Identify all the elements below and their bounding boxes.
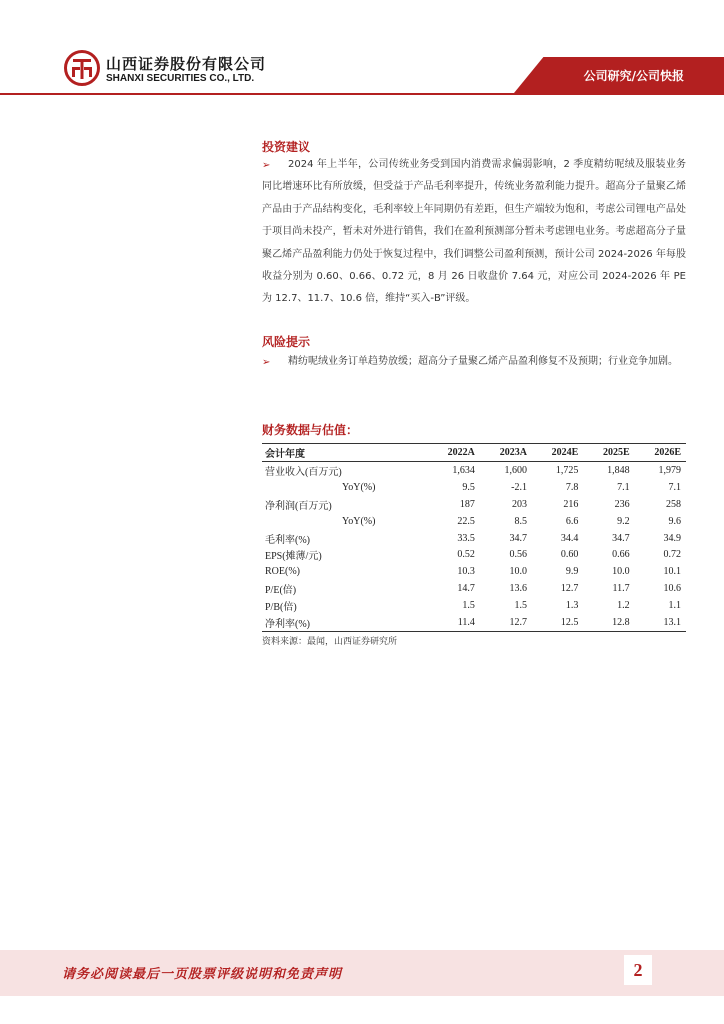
shanxi-securities-logo — [64, 50, 100, 86]
table-cell: 1.3 — [565, 600, 579, 612]
table-cell: 0.66 — [612, 549, 630, 561]
investment-advice-title: 投资建议 — [262, 140, 311, 154]
row-label: ROE(%) — [265, 566, 300, 578]
table-cell: 8.5 — [514, 515, 527, 527]
table-cell: 13.1 — [635, 614, 686, 631]
table-cell: 1,979 — [658, 464, 681, 476]
risk-title: 风险提示 — [262, 335, 311, 349]
table-cell: 7.8 — [565, 481, 579, 493]
table-cell: 10.3 — [457, 566, 475, 578]
header-cell: 2026E — [635, 444, 686, 462]
row-label: 净利率(%) — [262, 614, 428, 631]
risk-text: 精纺呢绒业务订单趋势放缓；超高分子量聚乙烯产品盈利修复不及预期；行业竞争加剧。 — [288, 356, 678, 367]
table-cell: 34.4 — [560, 532, 579, 544]
table-cell: 33.5 — [457, 532, 475, 544]
table-cell: 236 — [614, 498, 630, 510]
table-header-row — [262, 444, 686, 462]
table-cell: 1.5 — [514, 600, 527, 612]
table-cell: 11.4 — [428, 614, 480, 631]
table-cell: 7.1 — [668, 481, 681, 493]
table-cell: 216 — [563, 498, 579, 510]
table-row — [262, 496, 686, 513]
page-number: 2 — [624, 955, 652, 985]
financial-table — [262, 443, 686, 632]
table-cell: 1,634 — [452, 464, 475, 476]
table-cell: 7.1 — [617, 481, 630, 493]
row-label: P/B(倍) — [265, 602, 297, 614]
table-cell: 1.5 — [462, 600, 475, 612]
investment-advice-text: 2024 年上半年，公司传统业务受到国内消费需求偏弱影响，2 季度精纺呢绒及服装业务同比增速环比有所放缓，但受益于产品毛利率提升，传统业务盈利能力提升。超高分子量聚乙烯产品由于产品结构变化，毛利率较上年同期仍有差距，但生产端较为饱和，考虑公司锂电产品处于项目尚未投产，暂未对外进行销售，我们在盈利预测部分暂未考虑锂电业务。考虑超高分子量聚乙烯产品盈利能力仍处于恢复过程中，我们调整公司盈利预测，预计公司 2024-2026 年每股收益分别为 0.60、0.66、0.72 元，8 月 26 日收盘价 7.64 元，对应公司 2024-2026 年 PE 为 12.7、11.7、10.6 倍，维持“买入-B”评级。 — [262, 159, 686, 305]
table-row — [262, 614, 686, 631]
table-cell: 12.7 — [560, 583, 579, 595]
table-row — [262, 563, 686, 580]
table-cell: 12.8 — [583, 614, 634, 631]
table-cell: -2.1 — [511, 481, 527, 493]
financial-title: 财务数据与估值： — [262, 423, 359, 437]
table-cell: 1,848 — [607, 464, 630, 476]
row-label: 毛利率(%) — [265, 534, 310, 546]
table-cell: 203 — [511, 498, 527, 510]
table-cell: 14.7 — [457, 583, 475, 595]
header-cell: 会计年度 — [262, 444, 428, 462]
row-label: P/E(倍) — [265, 585, 297, 597]
page-header — [0, 0, 724, 96]
table-cell: 12.5 — [532, 614, 583, 631]
table-cell: 1,600 — [504, 464, 527, 476]
disclaimer-text: 请务必阅读最后一页股票评级说明和免责声明 — [62, 967, 343, 982]
header-cell: 2024E — [532, 444, 583, 462]
risk-bullet-icon: ➢ — [262, 357, 271, 368]
row-label: 净利润(百万元) — [265, 500, 332, 512]
table-cell: 9.9 — [565, 566, 579, 578]
table-cell: 9.5 — [462, 481, 475, 493]
table-cell: 187 — [459, 498, 475, 510]
table-cell: 10.1 — [663, 566, 681, 578]
table-cell: 34.7 — [509, 532, 527, 544]
row-label: YoY(%) — [342, 515, 376, 527]
table-cell: 10.0 — [612, 566, 630, 578]
row-label: YoY(%) — [342, 481, 376, 493]
table-cell: 11.7 — [612, 583, 630, 595]
table-row — [262, 597, 686, 614]
table-cell: 10.0 — [509, 566, 527, 578]
table-cell: 1.2 — [617, 600, 630, 612]
table-row — [262, 530, 686, 547]
table-cell: 6.6 — [565, 515, 579, 527]
table-cell: 9.2 — [617, 515, 630, 527]
header-cell: 2025E — [583, 444, 634, 462]
table-cell: 13.6 — [509, 583, 527, 595]
data-source-note: 资料来源：最闻，山西证券研究所 — [262, 637, 398, 647]
table-row — [262, 479, 686, 496]
table-cell: 1,725 — [555, 464, 579, 476]
table-cell: 258 — [666, 498, 681, 510]
table-cell: 1.1 — [668, 600, 681, 612]
table-cell: 12.7 — [480, 614, 532, 631]
table-cell: 34.7 — [612, 532, 630, 544]
table-row — [262, 513, 686, 530]
company-name-cn: 山西证券股份有限公司 — [106, 55, 267, 73]
table-cell: 0.60 — [560, 549, 579, 561]
report-type-label: 公司研究/公司快报 — [583, 69, 684, 83]
table-cell: 34.9 — [663, 532, 681, 544]
table-cell: 0.56 — [509, 549, 527, 561]
table-row — [262, 580, 686, 597]
company-name-en: SHANXI SECURITIES CO., LTD. — [106, 73, 255, 84]
table-cell: 9.6 — [668, 515, 681, 527]
table-cell: 10.6 — [663, 583, 681, 595]
header-cell: 2022A — [428, 444, 480, 462]
table-cell: 0.72 — [663, 549, 681, 561]
row-label: EPS(摊薄/元) — [265, 551, 322, 563]
table-row — [262, 546, 686, 563]
investment-bullet-icon: ➢ — [262, 160, 271, 171]
table-cell: 22.5 — [457, 515, 475, 527]
header-divider — [0, 93, 724, 95]
table-cell: 0.52 — [457, 549, 475, 561]
table-row — [262, 462, 686, 479]
header-cell: 2023A — [480, 444, 532, 462]
row-label: 营业收入(百万元) — [265, 466, 342, 478]
